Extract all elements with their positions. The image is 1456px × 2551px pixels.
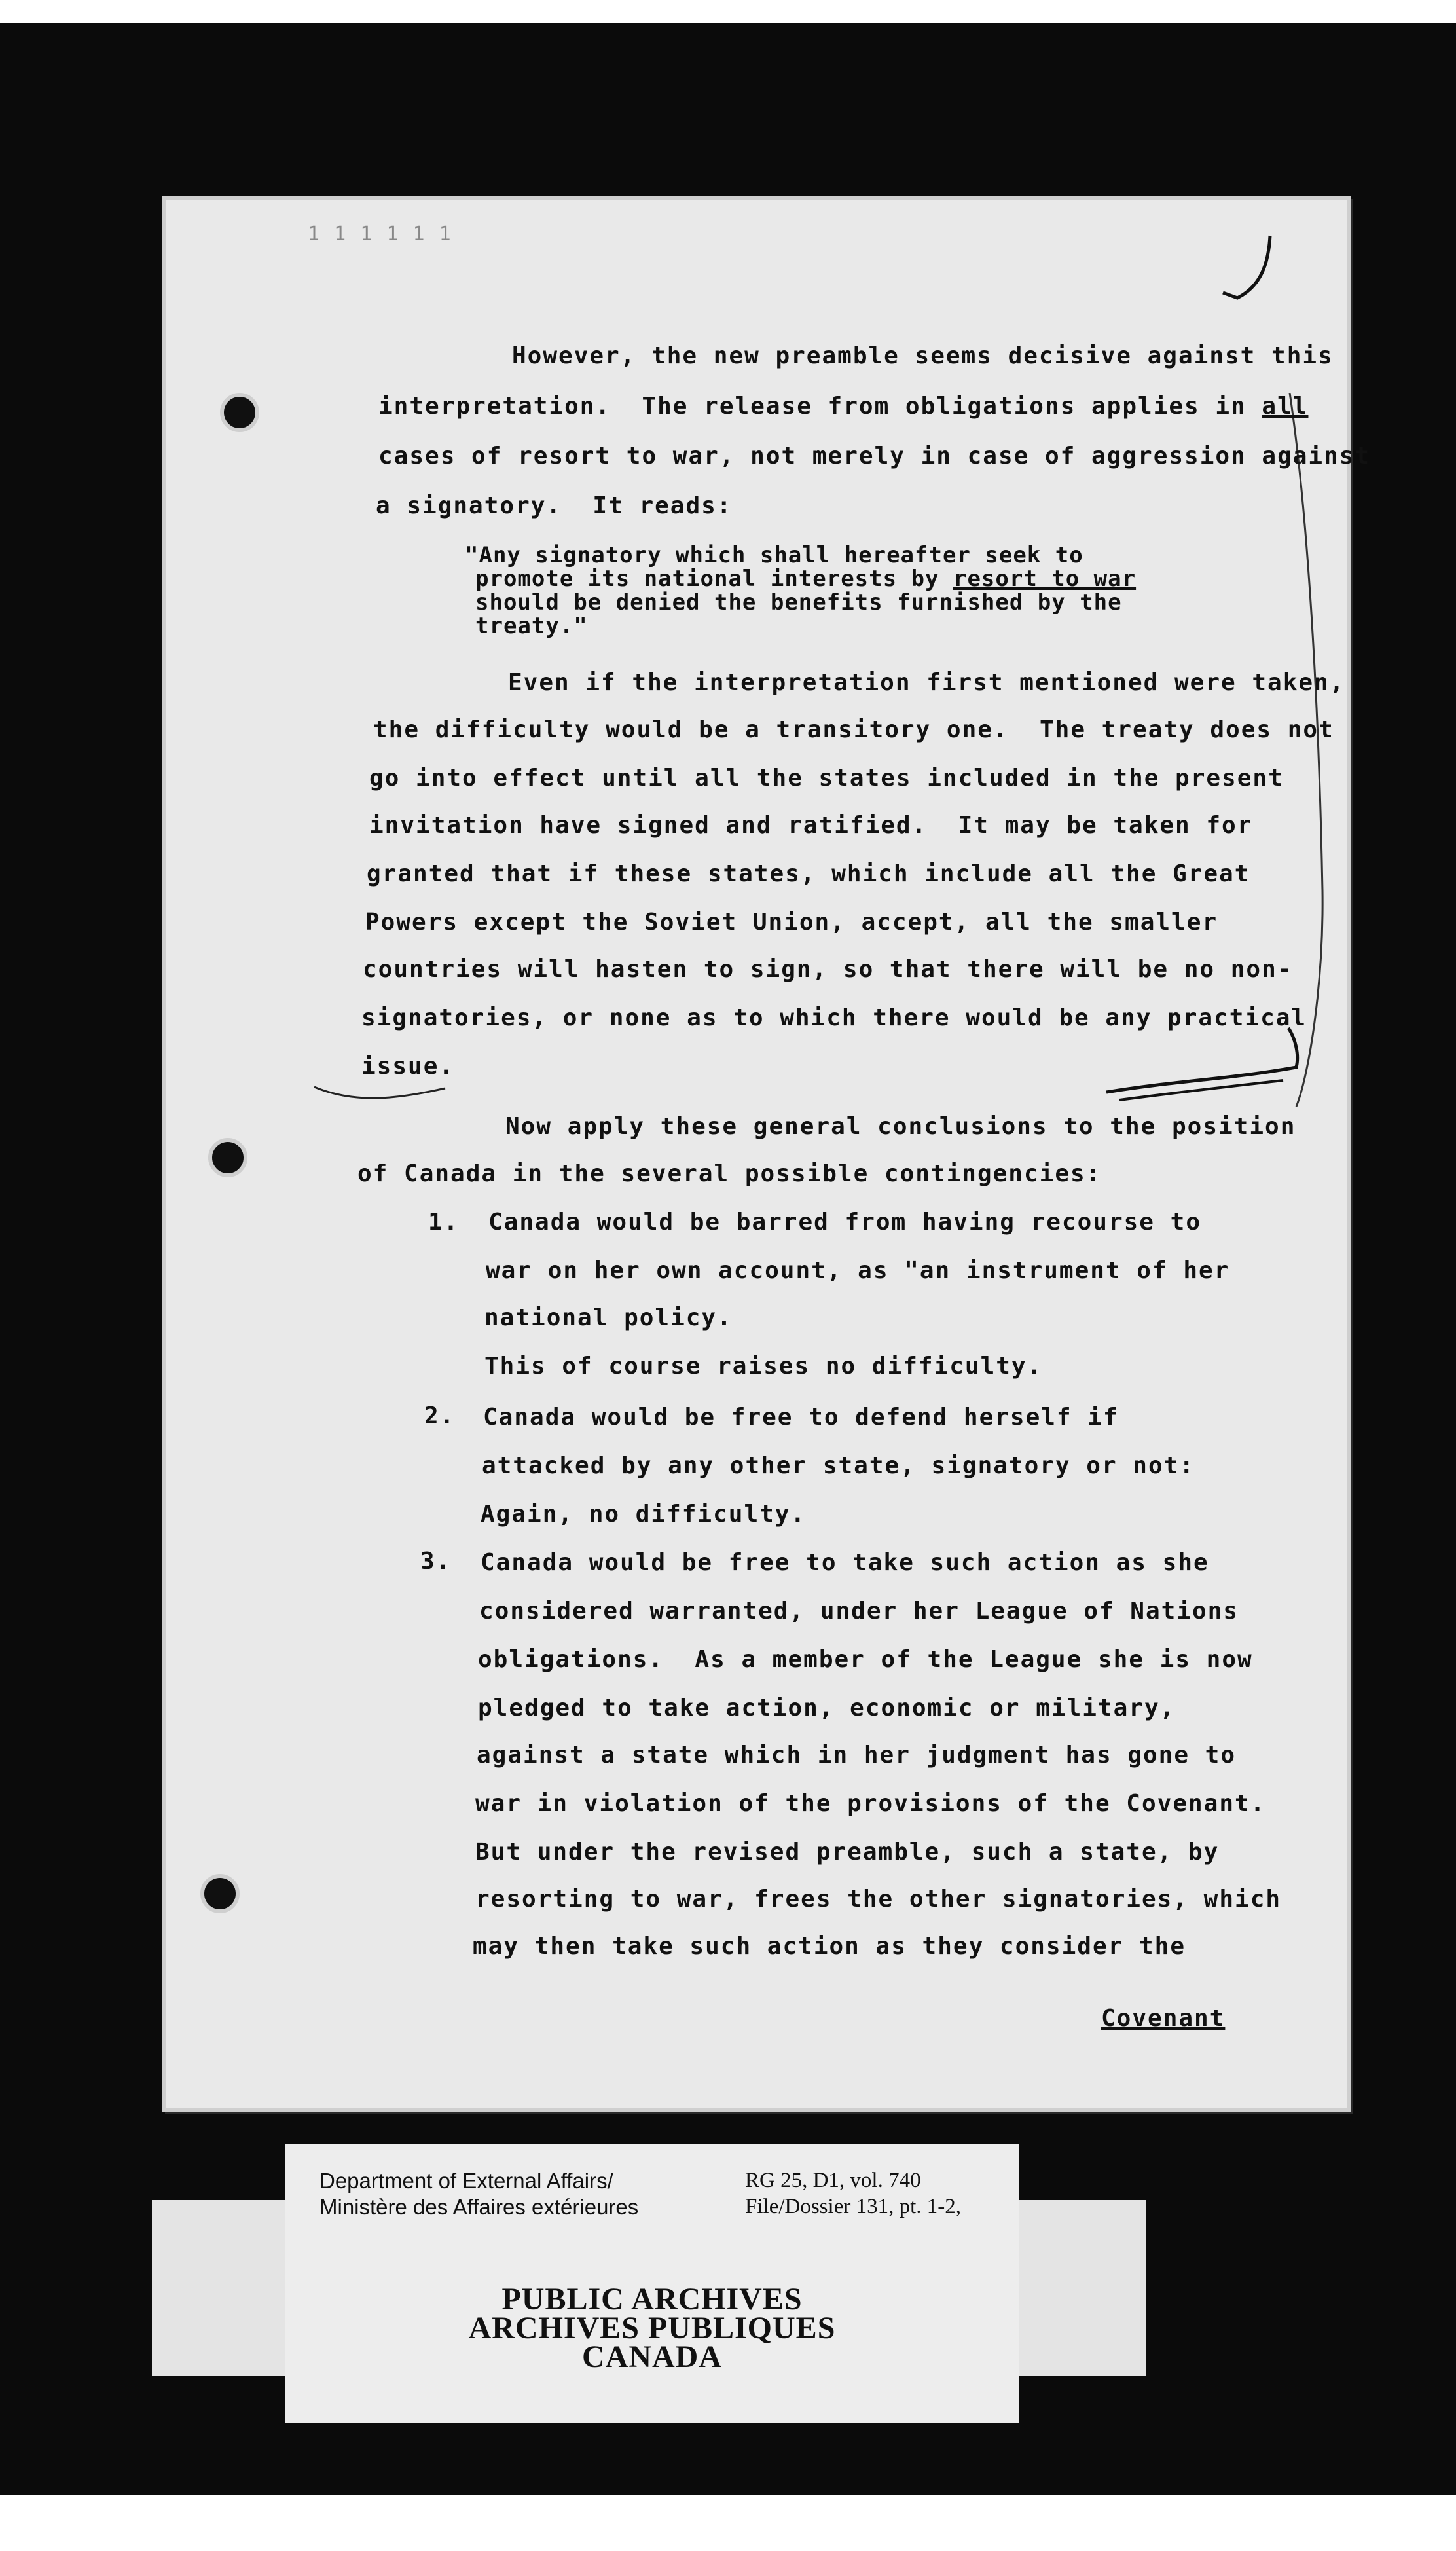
paragraph2-line2: the difficulty would be a transitory one. The treaty does not [373,716,1334,743]
stamp-line2: ARCHIVES PUBLIQUES [468,2311,836,2345]
paragraph1-line1: However, the new preamble seems decisive against this [512,342,1334,369]
item3-line2: considered warranted, under her League of Nations [479,1598,1239,1624]
paragraph2-line7: countries will hasten to sign, so that there will be no non- [363,956,1293,983]
item3-line1: Canada would be free to take such action as she [481,1549,1209,1576]
item3-line5: against a state which in her judgment has gone to [477,1742,1237,1769]
item3-line7: But under the revised preamble, such a state, by [475,1839,1220,1865]
quote-line4: treaty." [475,613,588,639]
department-en: Department of External Affairs/ [319,2169,613,2193]
document-page [162,196,1351,2112]
paragraph1-line2: interpretation. The release from obligations applies in all [378,393,1309,420]
item3-line8: resorting to war, frees the other signatories, which [475,1886,1282,1913]
item1-line1: Canada would be barred from having recourse to [488,1209,1201,1236]
item2-number: 2. [424,1403,456,1429]
punch-hole [220,393,259,432]
paragraph2-line3: go into effect until all the states included in the present [369,765,1284,792]
handwritten-strokes [314,1015,1309,1120]
stamp-line3: CANADA [582,2340,722,2374]
handwritten-check-mark [1218,232,1277,304]
paragraph2-line9: issue. [361,1053,455,1080]
quote-line1: "Any signatory which shall hereafter seek to [465,542,1083,568]
item3-line6: war in violation of the provisions of the Covenant. [475,1790,1266,1817]
punch-hole [200,1874,240,1913]
underlined-all: all [1262,393,1309,420]
item1-line4: This of course raises no difficulty. [484,1353,1043,1380]
item2-line3: Again, no difficulty. [481,1501,807,1528]
item1-line2: war on her own account, as "an instrument of her [486,1257,1230,1284]
punch-hole [208,1138,247,1177]
paragraph2-line8: signatories, or none as to which there would be any practical [361,1004,1307,1031]
quote-line2: promote its national interests by resort to war [475,566,1137,592]
catchword: Covenant [1101,2005,1226,2032]
department-fr: Ministère des Affaires extérieures [319,2195,639,2219]
item1-number: 1. [428,1209,460,1236]
item3-number: 3. [420,1548,452,1575]
item3-line4: pledged to take action, economic or military, [478,1695,1176,1721]
item3-line3: obligations. As a member of the League she is now [478,1646,1253,1673]
paragraph2-line1: Even if the interpretation first mentioned were taken, [508,669,1345,696]
item3-line9: may then take such action as they consider the [473,1933,1186,1960]
corner-mark: 1 1 1 1 1 1 [308,223,452,246]
paragraph1-line4: a signatory. It reads: [376,492,733,519]
item2-line1: Canada would be free to defend herself if [483,1404,1119,1431]
archive-reference: RG 25, D1, vol. 740 [745,2169,921,2192]
quote-line3: should be denied the benefits furnished by the [475,589,1122,615]
archive-file: File/Dossier 131, pt. 1-2, [745,2195,961,2218]
paragraph3-line2: of Canada in the several possible contingencies: [357,1160,1102,1187]
paragraph2-line5: granted that if these states, which include all the Great [367,860,1250,887]
paragraph1-line3: cases of resort to war, not merely in case of aggression against [378,443,1371,469]
paragraph2-line4: invitation have signed and ratified. It may be taken for [369,812,1253,839]
stamp-line1: PUBLIC ARCHIVES [501,2282,803,2317]
underlined-resort-to-war: resort to war [953,566,1137,592]
item2-line2: attacked by any other state, signatory or not: [482,1452,1195,1479]
item1-line3: national policy. [484,1304,733,1331]
paragraph2-line6: Powers except the Soviet Union, accept, all the smaller [365,909,1218,936]
paragraph3-line1: Now apply these general conclusions to the position [505,1113,1296,1140]
